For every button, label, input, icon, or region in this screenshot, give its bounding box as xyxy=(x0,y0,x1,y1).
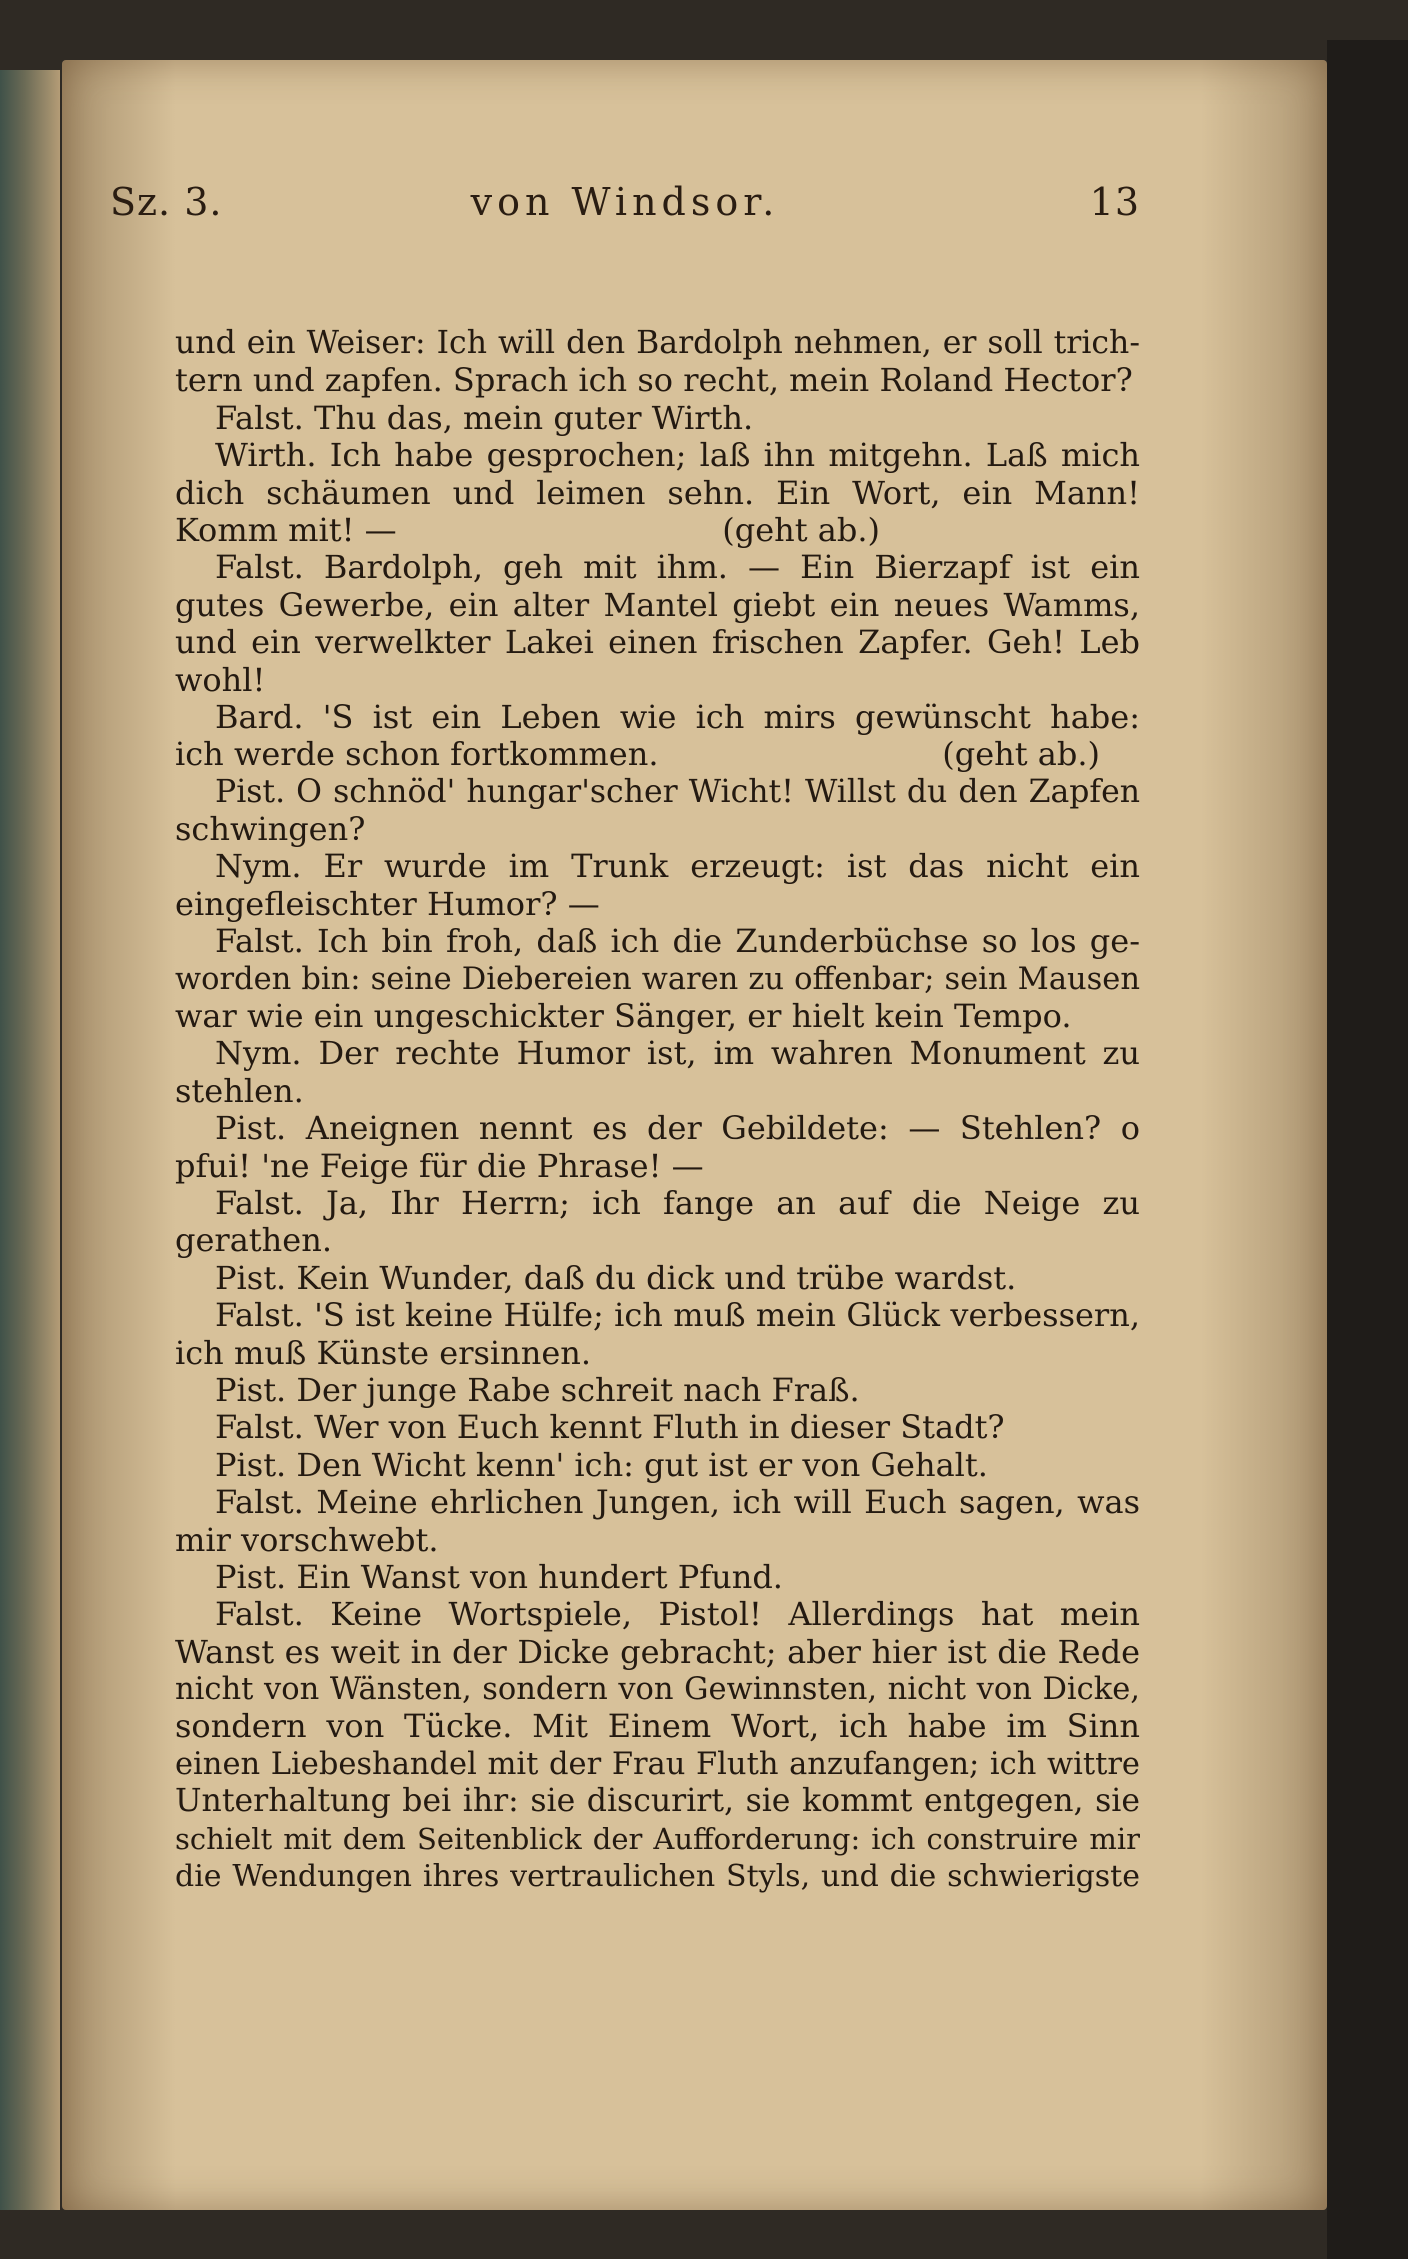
text-line: tern und zapfen. Sprach ich so recht, mein Roland Hector? xyxy=(175,361,1133,400)
text-line: und ein verwelkter Lakei einen frischen Zapfer. Geh! Leb xyxy=(175,623,1140,662)
text-line: schwingen? xyxy=(175,810,366,849)
text-line: Nym. Der rechte Humor ist, im wahren Monument zu xyxy=(215,1034,1140,1073)
text-line: und ein Weiser: Ich will den Bardolph nehmen, er soll trich- xyxy=(175,325,1140,361)
text-line: dich schäumen und leimen sehn. Ein Wort, ein Mann! xyxy=(175,473,1140,512)
body-text xyxy=(175,325,1140,1895)
text-line: Wirth. Ich habe gesprochen; laß ihn mitgehn. Laß mich xyxy=(215,436,1140,475)
text-line: wohl! xyxy=(175,660,266,699)
text-line-with-stage-direction xyxy=(175,512,1140,549)
stage-direction: (geht ab.) xyxy=(942,735,1100,774)
text-line: gerathen. xyxy=(175,1221,332,1260)
text-line: gutes Gewerbe, ein alter Mantel giebt ein neues Wamms, xyxy=(175,585,1140,624)
page-number: 13 xyxy=(1089,180,1140,224)
page-header xyxy=(110,180,1140,240)
text-line: Wanst es weit in der Dicke gebracht; aber hier ist die Rede xyxy=(175,1632,1140,1671)
text-line: einen Liebeshandel mit der Frau Fluth anzufangen; ich wittre xyxy=(175,1746,1140,1782)
text-line: sondern von Tücke. Mit Einem Wort, ich habe im Sinn xyxy=(175,1707,1140,1746)
text-line: Pist. Ein Wanst von hundert Pfund. xyxy=(215,1557,783,1596)
text-line: ich werde schon fortkommen. xyxy=(175,735,659,774)
text-line: stehlen. xyxy=(175,1071,304,1110)
running-title: von Windsor. xyxy=(470,180,780,224)
text-line: Falst. Thu das, mein guter Wirth. xyxy=(215,398,754,437)
adjacent-page-edge xyxy=(0,70,60,2210)
text-line: nicht von Wänsten, sondern von Gewinnsten, nicht von Dicke, xyxy=(175,1672,1140,1708)
text-line: Falst. Meine ehrlichen Jungen, ich will Euch sagen, was xyxy=(215,1483,1140,1522)
text-line: Pist. Den Wicht kenn' ich: gut ist er von Gehalt. xyxy=(215,1445,988,1484)
text-line: Unterhaltung bei ihr: sie discurirt, sie kommt entgegen, sie xyxy=(175,1783,1140,1820)
text-line: ich muß Künste ersinnen. xyxy=(175,1333,592,1372)
text-line: Pist. O schnöd' hungar'scher Wicht! Willst du den Zapfen xyxy=(215,773,1140,810)
text-line: Falst. Ja, Ihr Herrn; ich fange an auf die Neige zu xyxy=(215,1183,1140,1222)
text-line: schielt mit dem Seitenblick der Aufforderung: ich construire mir xyxy=(175,1821,1140,1856)
text-line: Pist. Kein Wunder, daß du dick und trübe wardst. xyxy=(215,1258,1017,1297)
text-line: Falst. Bardolph, geh mit ihm. — Ein Bierzapf ist ein xyxy=(215,548,1140,587)
text-line: Falst. Wer von Euch kennt Fluth in dieser Stadt? xyxy=(215,1408,1005,1447)
text-line: Nym. Er wurde im Trunk erzeugt: ist das nicht ein xyxy=(215,847,1140,886)
text-line: Bard. 'S ist ein Leben wie ich mirs gewünscht habe: xyxy=(215,697,1140,736)
stage-direction: (geht ab.) xyxy=(722,510,880,549)
text-line: mir vorschwebt. xyxy=(175,1520,439,1559)
book-cover-edge xyxy=(1327,40,1408,2259)
text-line: Falst. Keine Wortspiele, Pistol! Allerdings hat mein xyxy=(215,1595,1140,1634)
text-line: Komm mit! — xyxy=(175,510,397,549)
scene-label: Sz. 3. xyxy=(110,180,223,224)
text-line: worden bin: seine Diebereien waren zu offenbar; sein Mausen xyxy=(175,961,1140,997)
text-line: war wie ein ungeschickter Sänger, er hielt kein Tempo. xyxy=(175,997,1072,1036)
text-line: Pist. Der junge Rabe schreit nach Fraß. xyxy=(215,1370,860,1409)
text-line: Falst. Ich bin froh, daß ich die Zunderbüchse so los ge- xyxy=(215,922,1140,961)
text-line-with-stage-direction xyxy=(175,736,1140,773)
text-line: eingefleischter Humor? — xyxy=(175,884,600,923)
text-line: Falst. 'S ist keine Hülfe; ich muß mein Glück verbessern, xyxy=(215,1296,1140,1335)
text-line: pfui! 'ne Feige für die Phrase! — xyxy=(175,1146,704,1185)
text-line: die Wendungen ihres vertraulichen Styls, und die schwierigste xyxy=(175,1859,1140,1895)
text-line: Pist. Aneignen nennt es der Gebildete: — Stehlen? o xyxy=(215,1109,1140,1148)
